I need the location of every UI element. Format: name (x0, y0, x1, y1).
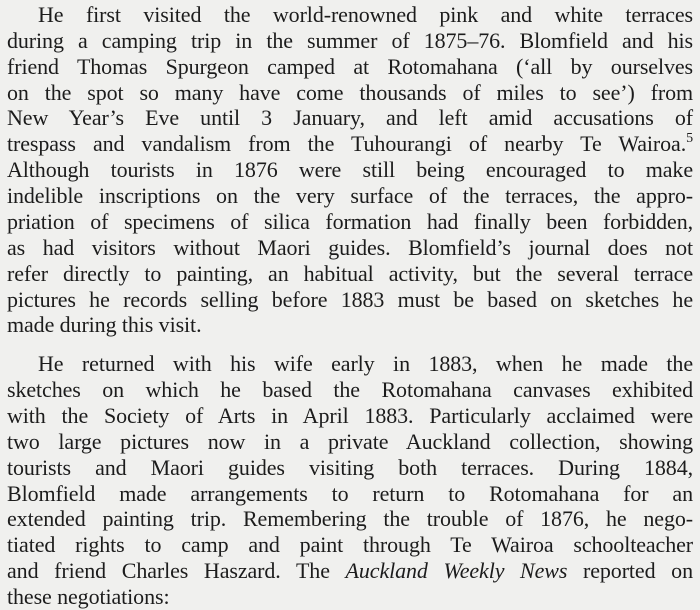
paragraph-line: made during this visit. (7, 312, 202, 338)
paragraph-line (7, 130, 693, 157)
paragraph-line-text: and friend Charles Haszard. The (7, 558, 346, 584)
paragraph-line (7, 557, 693, 584)
paragraph-line: extended painting trip. Remembering the trouble of 1876, he nego- (7, 506, 693, 532)
paragraph-line: New Year’s Eve until 3 January, and left amid accusations of (7, 105, 693, 131)
paragraph-line: refer directly to painting, an habitual activity, but the several terrace (7, 260, 693, 286)
paragraph-line: priation of specimens of silica formation had finally been forbidden, (7, 208, 693, 234)
paragraph-line: during a camping trip in the summer of 1875–76. Blomfield and his (7, 27, 693, 53)
paragraph-line: with the Society of Arts in April 1883. Particularly acclaimed were (7, 402, 693, 428)
paragraph-line: sketches on which he based the Rotomahana canvases exhibited (7, 377, 693, 403)
paragraph-line: on the spot so many have come thousands of miles to see’) from (7, 79, 693, 105)
paragraph-line: Blomfield made arrangements to return to Rotomahana for an (7, 480, 693, 506)
paragraph-line: indelible inscriptions on the very surface of the terraces, the appro- (7, 183, 693, 209)
paragraph-line: He first visited the world-renowned pink and white terraces (38, 2, 693, 27)
paragraph-line: tourists and Maori guides visiting both terraces. During 1884, (7, 454, 693, 480)
paragraph-line: Although tourists in 1876 were still being encouraged to make (7, 157, 693, 183)
paragraph-line: these negotiations: (7, 584, 170, 609)
paragraph-line: tiated rights to camp and paint through Te Wairoa schoolteacher (7, 532, 693, 558)
paragraph-line-text: trespass and vandalism from the Tuhourangi of nearby Te Wairoa. (7, 131, 687, 157)
paragraph-line: as had visitors without Maori guides. Blomfield’s journal does not (7, 234, 693, 260)
paragraph-line: He returned with his wife early in 1883, when he made the (38, 351, 693, 377)
paragraph-line-text: reported on (567, 558, 693, 584)
paragraph-line: two large pictures now in a private Auckland collection, showing (7, 428, 693, 454)
publication-title: Auckland Weekly News (345, 558, 568, 584)
footnote-marker: 5 (686, 131, 693, 147)
paragraph-line: pictures he records selling before 1883 must be based on sketches he (7, 286, 693, 312)
paragraph-line: friend Thomas Spurgeon camped at Rotomahana (‘all by ourselves (7, 53, 693, 79)
